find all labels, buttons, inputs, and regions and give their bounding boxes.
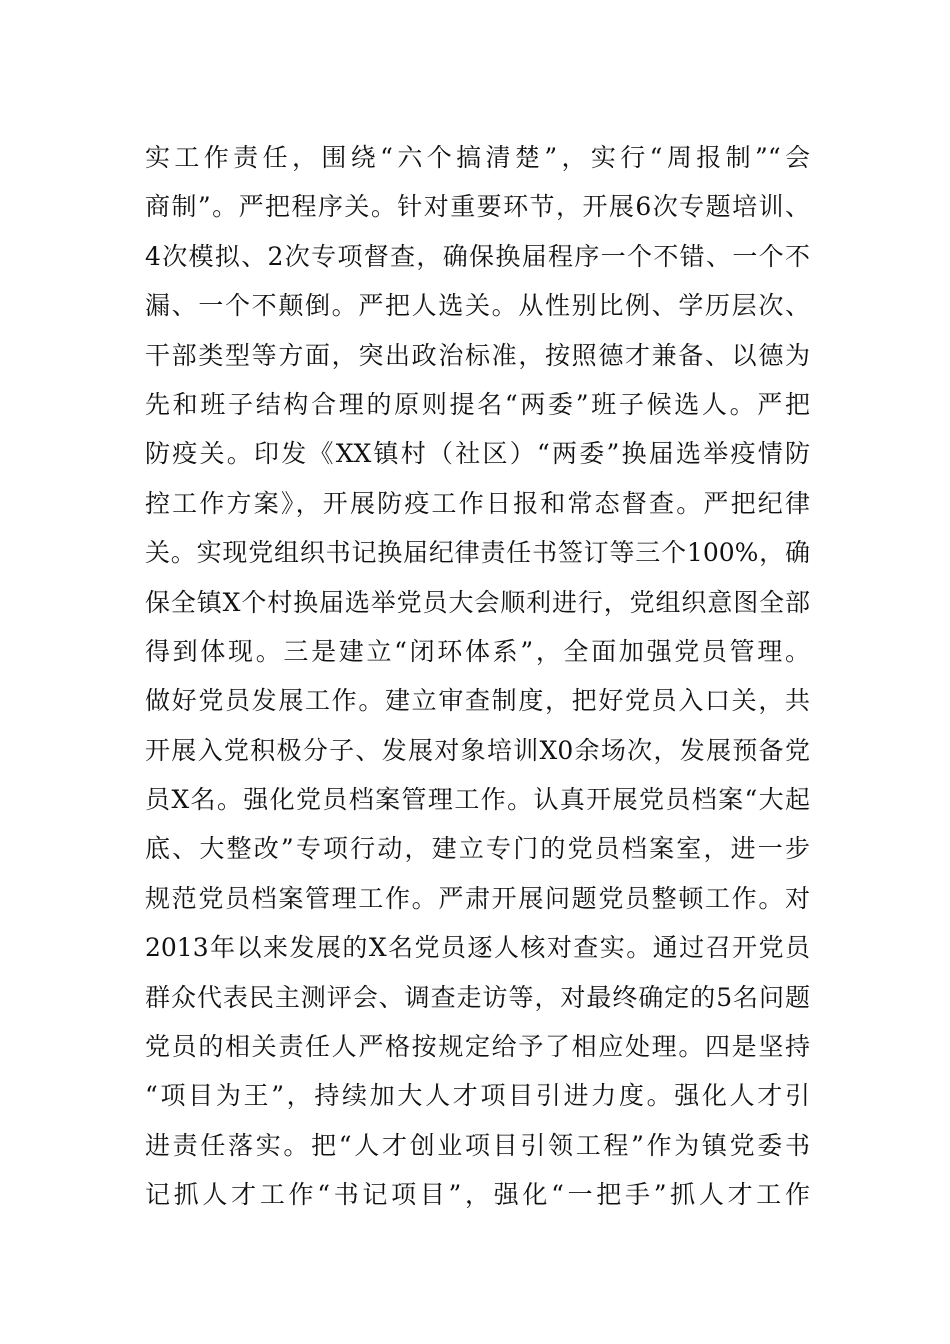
text-line: 规范党员档案管理工作。严肃开展问题党员整顿工作。对 — [145, 883, 810, 913]
text-line: 保全镇X个村换届选举党员大会顺利进行，党组织意图全部 — [145, 587, 810, 617]
text-line: 4次模拟、2次专项督查，确保换届程序一个不错、一个不 — [145, 241, 810, 271]
text-line: 控工作方案》，开展防疫工作日报和常态督查。严把纪律 — [145, 488, 810, 518]
text-line: 记抓人才工作“书记项目”，强化“一把手”抓人才工作 — [145, 1180, 810, 1210]
text-line: 员X名。强化党员档案管理工作。认真开展党员档案“大起 — [145, 785, 810, 815]
text-line: 实工作责任，围绕“六个搞清楚”，实行“周报制”“会 — [145, 143, 810, 172]
text-line: 干部类型等方面，突出政治标准，按照德才兼备、以德为 — [145, 340, 810, 370]
text-line: 做好党员发展工作。建立审查制度，把好党员入口关，共 — [145, 686, 810, 716]
text-line: 得到体现。三是建立“闭环体系”，全面加强党员管理。 — [145, 636, 810, 666]
text-line: “项目为王”，持续加大人才项目引进力度。强化人才引 — [145, 1081, 810, 1111]
text-line: 2013年以来发展的X名党员逐人核对查实。通过召开党员 — [145, 933, 810, 963]
text-line: 群众代表民主测评会、调查走访等，对最终确定的5名问题 — [145, 982, 810, 1012]
text-line: 商制”。严把程序关。针对重要环节，开展6次专题培训、 — [145, 192, 810, 222]
text-line: 漏、一个不颠倒。严把人选关。从性别比例、学历层次、 — [145, 291, 810, 321]
text-line: 防疫关。印发《XX镇村（社区）“两委”换届选举疫情防 — [145, 439, 810, 469]
body-text — [145, 133, 810, 1220]
text-line: 关。实现党组织书记换届纪律责任书签订等三个100%，确 — [145, 538, 810, 568]
text-line: 先和班子结构合理的原则提名“两委”班子候选人。严把 — [145, 389, 810, 419]
text-line: 党员的相关责任人严格按规定给予了相应处理。四是坚持 — [145, 1032, 810, 1062]
text-line: 进责任落实。把“人才创业项目引领工程”作为镇党委书 — [145, 1130, 810, 1160]
text-line: 开展入党积极分子、发展对象培训X0余场次，发展预备党 — [145, 735, 810, 765]
text-line: 底、大整改”专项行动，建立专门的党员档案室，进一步 — [145, 834, 810, 864]
